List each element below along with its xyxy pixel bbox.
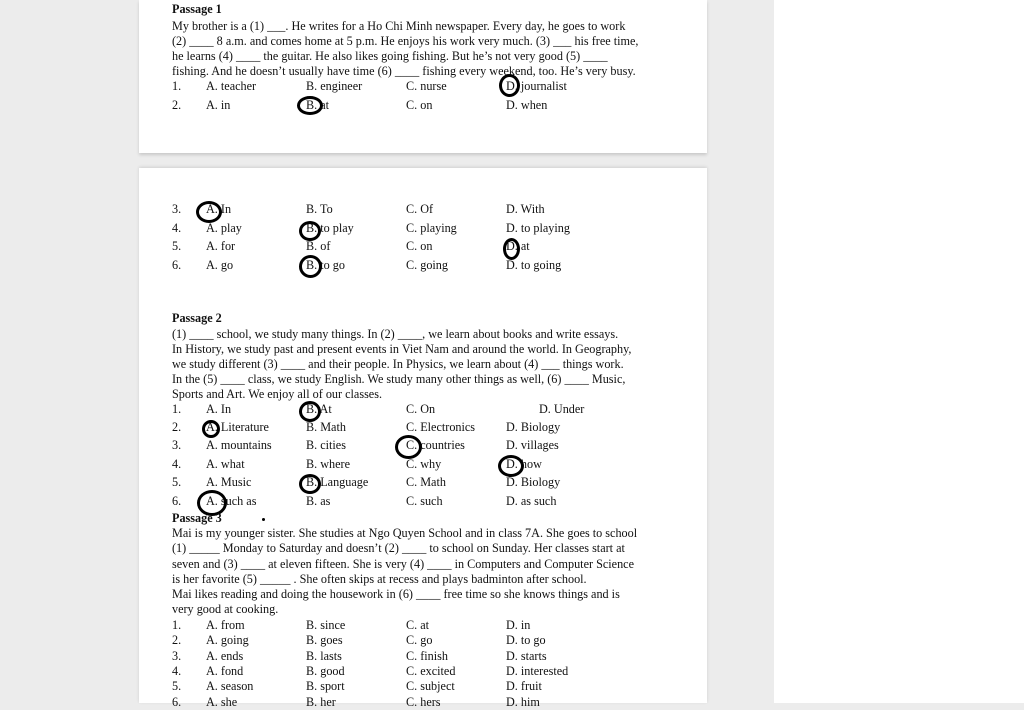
option-d: D. him [506,695,540,709]
option-a: A. fond [206,664,244,678]
answer-circle-mark [299,221,321,241]
option-b: B. goes [306,633,343,647]
option-a: A. from [206,618,245,632]
question-number: 2. [172,98,182,112]
question-number: 2. [172,420,182,434]
passage-2-line: we study different (3) ____ and their people. In Physics, we learn about (4) ___ things work. [172,357,624,371]
option-b: B. lasts [306,649,342,663]
option-d: D. how [506,457,542,471]
option-d: D. fruit [506,679,542,693]
option-a: A. Music [206,475,252,489]
passage-1-line: (2) ____ 8 a.m. and comes home at 5 p.m. He enjoys his work very much. (3) ___ his free time, [172,34,639,48]
answer-circle-mark [196,201,222,223]
option-b: B. cities [306,438,346,452]
option-b: B. of [306,239,331,253]
option-c: C. countries [406,438,465,452]
option-c: C. finish [406,649,448,663]
answer-circle-mark [202,420,220,438]
option-c: C. playing [406,221,457,235]
passage-3-title: Passage 3 [172,511,222,525]
passage-1-line: he learns (4) ____ the guitar. He also likes going fishing. But he’s not very good (5) ____ [172,49,608,63]
question-number: 4. [172,664,182,678]
option-b: B. at [306,98,330,112]
passage-2-line: Sports and Art. We enjoy all of our classes. [172,387,383,401]
option-a: A. Literature [206,420,269,434]
option-b: B. to play [306,221,354,235]
option-b: B. Math [306,420,346,434]
option-c: C. such [406,494,443,508]
answer-circle-mark [299,255,322,278]
question-number: 6. [172,258,182,272]
answer-circle-mark [395,435,422,459]
option-d: D. starts [506,649,547,663]
question-number: 5. [172,679,182,693]
question-number: 3. [172,649,182,663]
option-a: A. ends [206,649,244,663]
answer-circle-mark [299,401,321,422]
passage-2-line: In History, we study past and present events in Viet Nam and around the world. In Geography, [172,342,632,356]
option-a: A. such as [206,494,257,508]
option-c: C. Math [406,475,446,489]
stray-dot-mark [262,518,265,521]
option-d: D. interested [506,664,569,678]
passage-3-line: Mai likes reading and doing the housework in (6) ____ free time so she knows things and is [172,587,620,601]
option-a: A. she [206,695,238,709]
option-c: C. on [406,98,433,112]
option-a: A. go [206,258,234,272]
answer-circle-mark [297,96,323,115]
option-d: D. With [506,202,545,216]
question-number: 5. [172,475,182,489]
question-number: 4. [172,221,182,235]
question-number: 2. [172,633,182,647]
option-a: A. In [206,202,232,216]
question-number: 6. [172,494,182,508]
option-a: A. season [206,679,254,693]
option-c: C. nurse [406,79,447,93]
passage-3-line: very good at cooking. [172,602,279,616]
option-a: A. mountains [206,438,272,452]
option-b: B. since [306,618,346,632]
passage-2-title: Passage 2 [172,311,222,325]
option-d: D. in [506,618,531,632]
option-b: B. Language [306,475,369,489]
option-a: A. In [206,402,232,416]
option-a: A. what [206,457,245,471]
option-c: C. why [406,457,442,471]
option-a: A. for [206,239,236,253]
document-page-2 [139,168,707,709]
option-b: B. where [306,457,350,471]
answer-circle-mark [499,74,520,97]
option-b: B. To [306,202,333,216]
option-a: A. play [206,221,242,235]
passage-2-line: In the (5) ____ class, we study English. We study many other things as well, (6) ____ Music, [172,372,626,386]
option-d: D. when [506,98,548,112]
option-c: C. On [406,402,436,416]
option-d: D. at [506,239,530,253]
question-number: 6. [172,695,182,709]
option-b: B. sport [306,679,345,693]
option-c: C. on [406,239,433,253]
option-d: D. to playing [506,221,570,235]
passage-3-line: Mai is my younger sister. She studies at Ngo Quyen School and in class 7A. She goes to school [172,526,638,540]
option-b: B. to go [306,258,345,272]
passage-3-line: (1) _____ Monday to Saturday and doesn’t (2) ____ to school on Sunday. Her classes start at [172,541,625,555]
passage-1-line: fishing. And he doesn’t usually have time (6) ____ fishing every weekend, too. He’s very busy. [172,64,636,78]
option-c: C. Of [406,202,434,216]
question-number: 4. [172,457,182,471]
question-number: 1. [172,402,182,416]
option-c: C. hers [406,695,441,709]
option-a: A. teacher [206,79,257,93]
question-number: 3. [172,202,182,216]
document-page-1 [139,0,707,153]
option-d: D. Biology [506,475,561,489]
option-d: D. as such [506,494,557,508]
option-d: D. journalist [506,79,567,93]
question-number: 3. [172,438,182,452]
option-a: A. in [206,98,231,112]
option-d: D. Under [539,402,585,416]
option-d: D. Biology [506,420,561,434]
answer-circle-mark [498,455,524,477]
passage-1-line: My brother is a (1) ___. He writes for a Ho Chi Minh newspaper. Every day, he goes to work [172,19,626,33]
question-number: 5. [172,239,182,253]
passage-3-line: seven and (3) ____ at eleven fifteen. She is very (4) ____ in Computers and Computer Science [172,557,634,571]
option-c: C. go [406,633,433,647]
option-c: C. at [406,618,430,632]
option-c: C. subject [406,679,455,693]
option-d: D. to going [506,258,562,272]
option-b: B. as [306,494,331,508]
option-b: B. engineer [306,79,363,93]
option-a: A. going [206,633,249,647]
option-b: B. At [306,402,332,416]
option-c: C. Electronics [406,420,476,434]
option-d: D. to go [506,633,546,647]
viewer-background [774,0,1024,703]
answer-circle-mark [299,474,321,494]
question-number: 1. [172,618,182,632]
option-b: B. good [306,664,345,678]
option-c: C. excited [406,664,456,678]
passage-3-line: is her favorite (5) _____ . She often skips at recess and plays badminton after school. [172,572,587,586]
question-number: 1. [172,79,182,93]
passage-2-line: (1) ____ school, we study many things. In (2) ____, we learn about books and write essays. [172,327,619,341]
option-b: B. her [306,695,336,709]
option-c: C. going [406,258,448,272]
answer-circle-mark [503,238,520,260]
passage-1-title: Passage 1 [172,2,222,16]
option-d: D. villages [506,438,559,452]
